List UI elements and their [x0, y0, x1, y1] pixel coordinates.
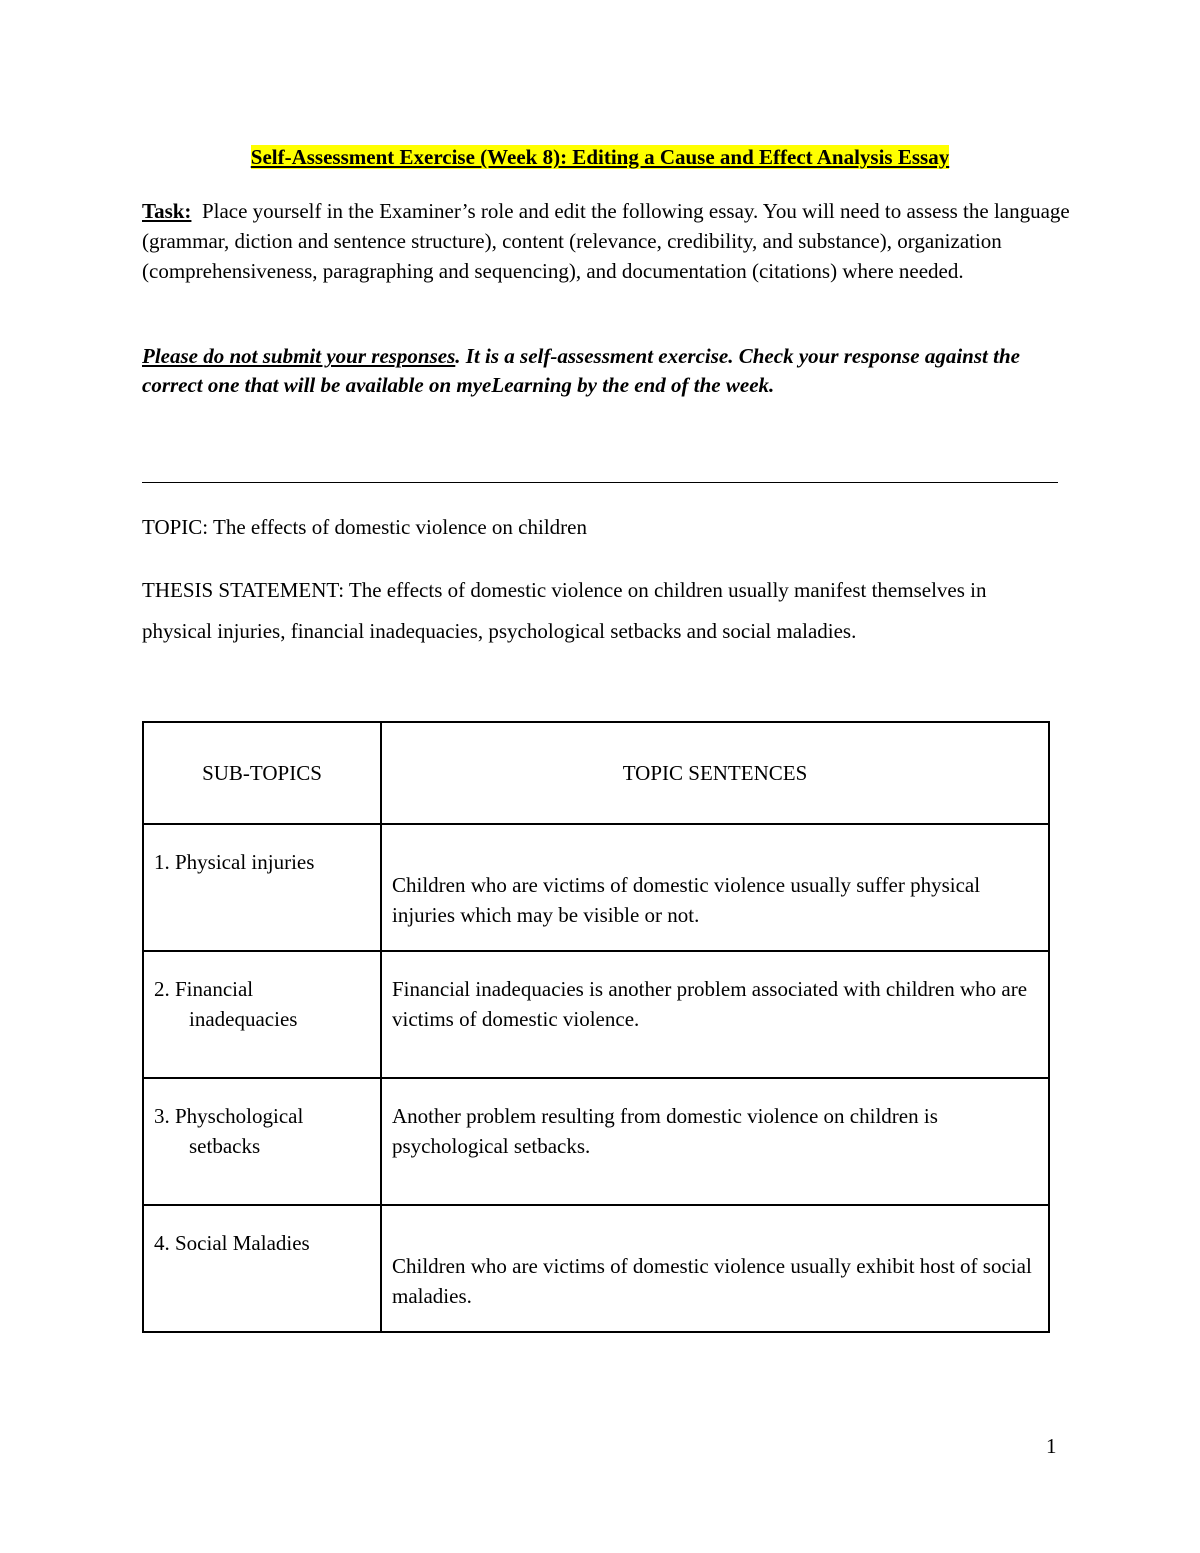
- notice-rest: . It is a self-assessment exercise. Check your response against the correct one that will be available on myeLearning by the end of the week.: [142, 344, 1020, 397]
- page-number: 1: [1046, 1434, 1057, 1458]
- sub-topic-cell: [143, 824, 381, 951]
- sub-topic-cell: [143, 1205, 381, 1332]
- table-header-row: [143, 722, 1049, 824]
- topic-sentence-cell: [381, 1205, 1049, 1332]
- task-text: Place yourself in the Examiner’s role and edit the following essay. You will need to assess the language (grammar, diction and sentence structure), content (relevance, credibility, and substance), organization (comprehensiveness, paragraphing and sequencing), and documentation (citations) where needed.: [142, 199, 1070, 283]
- table-row: [143, 1205, 1049, 1332]
- table-row: [143, 824, 1049, 951]
- notice-underlined: Please do not submit your responses: [142, 344, 456, 368]
- topic-sentence-cell: [381, 1078, 1049, 1205]
- topic-line: TOPIC: The effects of domestic violence on children: [142, 515, 587, 539]
- topic-sentence-text: Children who are victims of domestic violence usually exhibit host of social maladies.: [392, 1254, 1032, 1308]
- sub-topic-label-continued: setbacks: [189, 1134, 261, 1158]
- topic-sentence-text: Children who are victims of domestic violence usually suffer physical injuries which may be visible or not.: [392, 873, 981, 927]
- notice-paragraph: [142, 342, 1062, 400]
- thesis-statement: THESIS STATEMENT: The effects of domestic violence on children usually manifest themselves in physical injuries, financial inadequacies, psychological setbacks and social maladies.: [142, 578, 987, 643]
- sub-topic-label: 1. Physical injuries: [154, 850, 315, 874]
- task-label: Task:: [142, 199, 192, 223]
- topic-sentence-cell: [381, 951, 1049, 1078]
- sub-topic-label: 3. Physchological: [154, 1104, 304, 1128]
- horizontal-divider: [142, 482, 1058, 483]
- document-title-text: Self-Assessment Exercise (Week 8): Editing a Cause and Effect Analysis Essay: [250, 145, 950, 169]
- sub-topic-cell: [143, 951, 381, 1078]
- topic-sentence-text: Financial inadequacies is another problem associated with children who are victims of domestic violence.: [392, 977, 1028, 1031]
- task-paragraph: [142, 196, 1072, 286]
- sub-topic-label: 2. Financial: [154, 977, 254, 1001]
- table-row: [143, 951, 1049, 1078]
- sub-topic-label-continued: inadequacies: [189, 1007, 298, 1031]
- table-row: [143, 1078, 1049, 1205]
- topic-sentence-cell: [381, 824, 1049, 951]
- header-topic-sentences: TOPIC SENTENCES: [381, 722, 1049, 824]
- document-title: [0, 143, 1200, 171]
- topic-sentence-text: Another problem resulting from domestic violence on children is psychological setbacks.: [392, 1104, 938, 1158]
- sub-topic-cell: [143, 1078, 381, 1205]
- subtopics-table: [142, 721, 1050, 1333]
- header-sub-topics: SUB-TOPICS: [143, 722, 381, 824]
- sub-topic-label: 4. Social Maladies: [154, 1231, 310, 1255]
